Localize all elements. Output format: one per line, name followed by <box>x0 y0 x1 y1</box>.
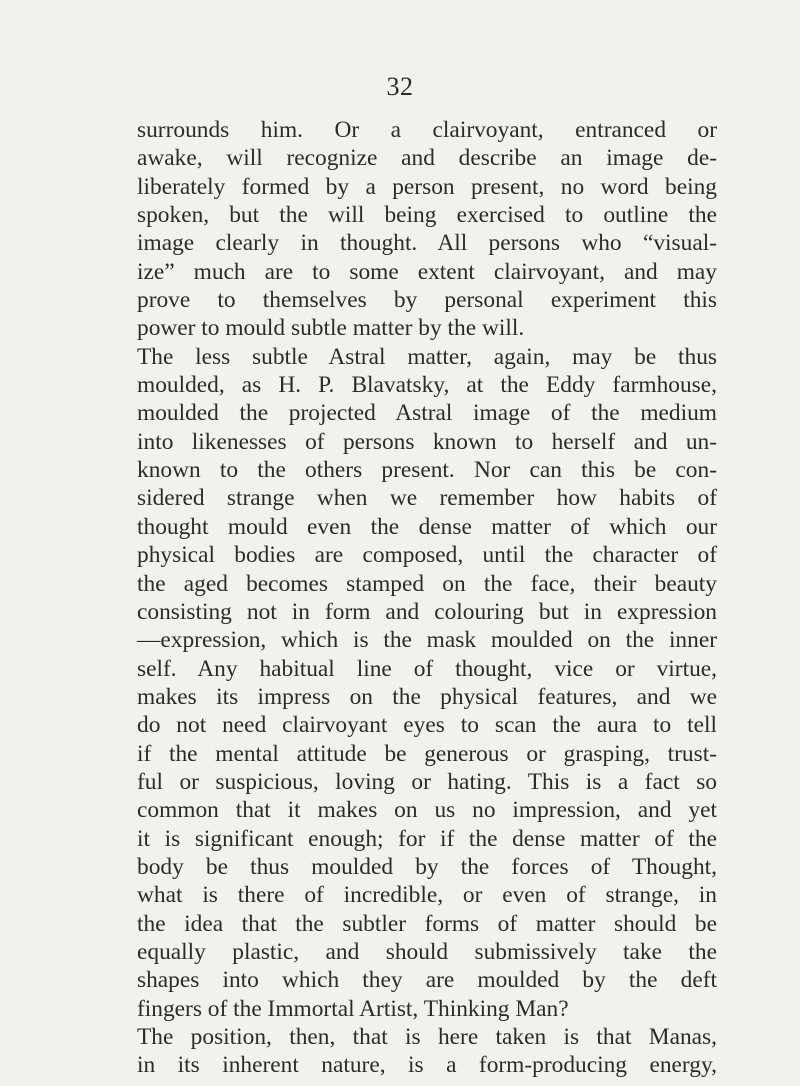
text-line: makes its impress on the physical features, and we <box>137 683 717 710</box>
text-line: it is significant enough; for if the dense matter of the <box>137 825 717 852</box>
text-line: spoken, but the will being exercised to outline the <box>137 202 717 229</box>
text-line: what is there of incredible, or even of strange, in <box>137 882 717 909</box>
text-line: moulded, as H. P. Blavatsky, at the Eddy farmhouse, <box>137 372 717 399</box>
text-line: fingers of the Immortal Artist, Thinking Man? <box>137 995 569 1022</box>
text-line: The less subtle Astral matter, again, may be thus <box>137 343 717 370</box>
text-line: known to the others present. Nor can this be con- <box>137 457 717 484</box>
text-line: ize” much are to some extent clairvoyant, and may <box>137 258 717 285</box>
text-line: awake, will recognize and describe an image de- <box>137 145 717 172</box>
text-line: liberately formed by a person present, no word being <box>137 173 717 200</box>
text-line: sidered strange when we remember how habits of <box>137 485 717 512</box>
text-line: into likenesses of persons known to herself and un- <box>137 428 717 455</box>
text-line: prove to themselves by personal experiment this <box>137 287 717 314</box>
text-line: The position, then, that is here taken is that Manas, <box>137 1024 717 1050</box>
text-line: do not need clairvoyant eyes to scan the aura to tell <box>137 712 717 739</box>
text-line: surrounds him. Or a clairvoyant, entranced or <box>137 117 717 143</box>
page-number: 32 <box>386 72 414 101</box>
text-line: self. Any habitual line of thought, vice or virtue, <box>137 655 717 682</box>
text-line: the idea that the subtler forms of matter should be <box>137 910 717 937</box>
text-line: consisting not in form and colouring but in expression <box>137 598 717 625</box>
text-line: power to mould subtle matter by the will. <box>137 315 525 342</box>
text-line: common that it makes on us no impression, and yet <box>137 797 717 824</box>
text-line: if the mental attitude be generous or grasping, trust- <box>137 740 717 767</box>
text-line: image clearly in thought. All persons who “visual- <box>137 230 717 257</box>
text-line: shapes into which they are moulded by the deft <box>137 967 717 994</box>
body-text <box>137 116 717 1080</box>
text-line: —expression, which is the mask moulded on the inner <box>137 627 717 654</box>
text-line: moulded the projected Astral image of the medium <box>137 400 717 427</box>
text-line: the aged becomes stamped on the face, their beauty <box>137 570 717 597</box>
text-line: ful or suspicious, loving or hating. This is a fact so <box>137 768 717 795</box>
text-line: physical bodies are composed, until the character of <box>137 542 717 569</box>
text-line: thought mould even the dense matter of which our <box>137 513 717 540</box>
text-line: body be thus moulded by the forces of Thought, <box>137 853 717 880</box>
text-line: equally plastic, and should submissively take the <box>137 938 717 965</box>
text-line: in its inherent nature, is a form-producing energy, <box>137 1052 717 1079</box>
